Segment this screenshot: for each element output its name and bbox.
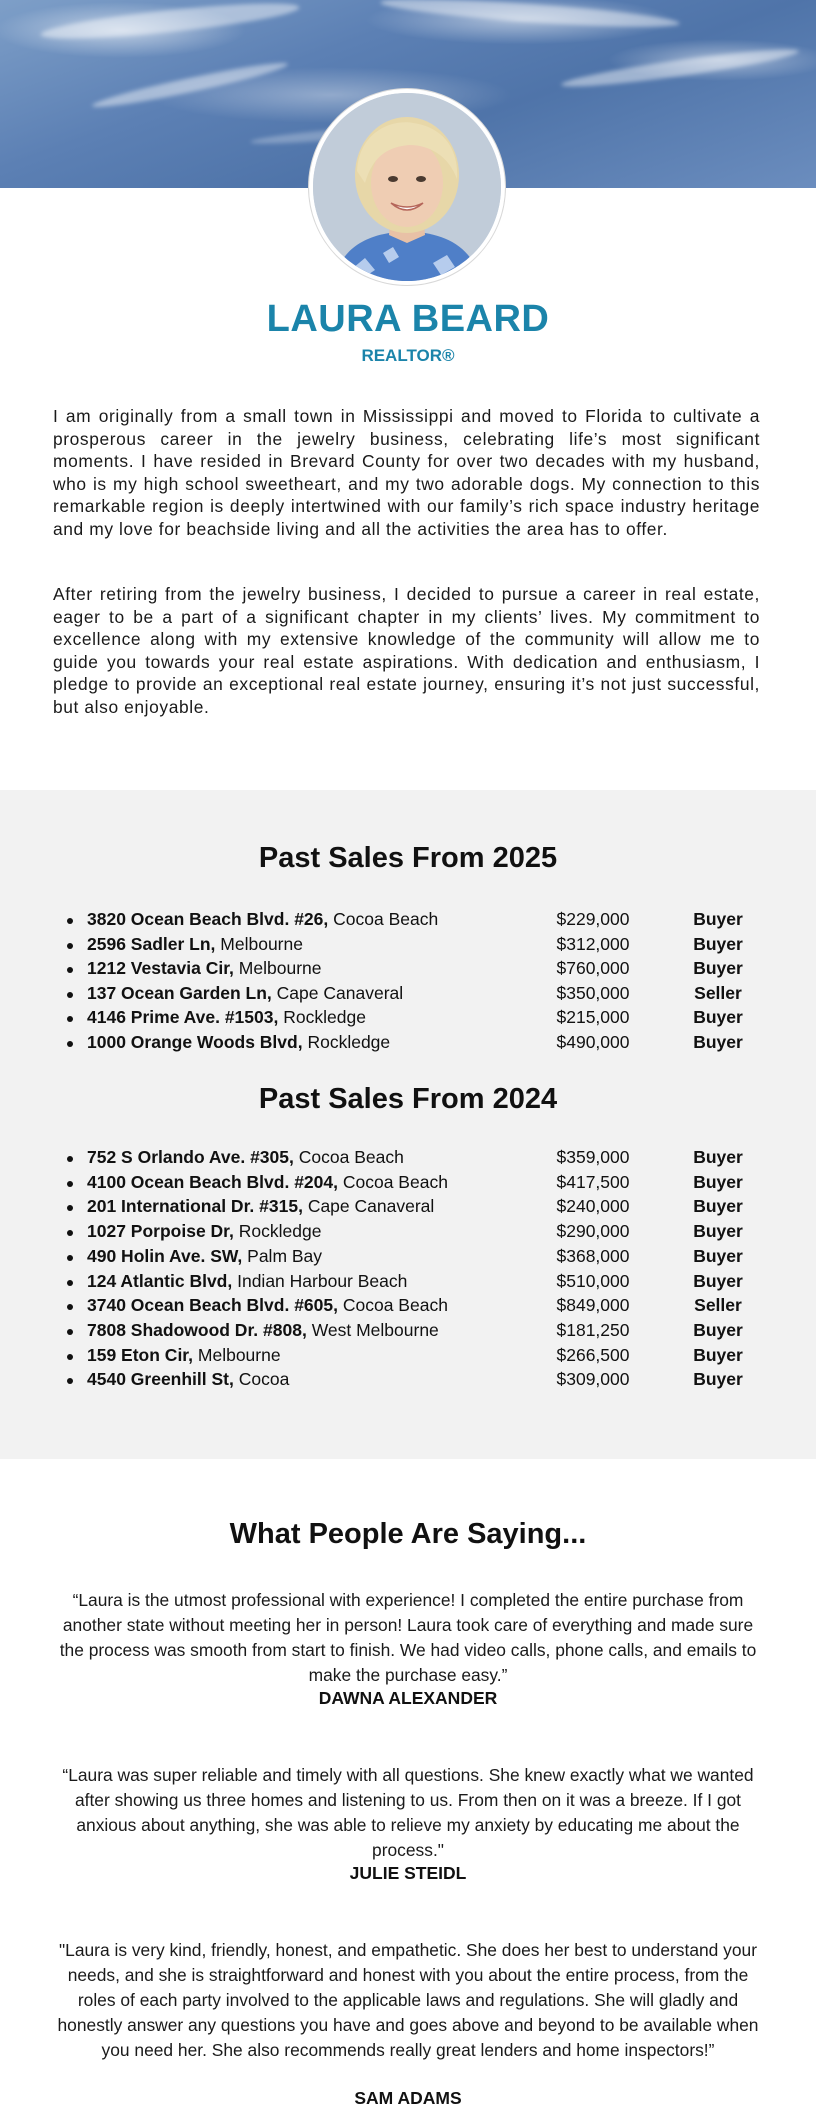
testimonial-quote: "Laura is very kind, friendly, honest, and empathetic. She does her best to understand your needs, and she is straightforward and honest with you about the entire process, from the roles of each party involved to the applicable laws and regulations. She will gladly and honestly answer any questions you have and goes above and beyond to be available when you need her. She also recommends really great lenders and home inspectors!” xyxy=(57,1940,759,2060)
sale-address xyxy=(87,1246,322,1267)
testimonial-author: JULIE STEIDL xyxy=(349,1863,467,1883)
sale-price: $368,000 xyxy=(556,1245,630,1266)
sale-city: Cocoa Beach xyxy=(342,1171,448,1192)
portrait-image xyxy=(313,93,501,281)
bullet-icon xyxy=(67,1016,73,1022)
sale-city: Rockledge xyxy=(238,1221,322,1242)
sale-row xyxy=(0,1295,816,1319)
sale-price: $760,000 xyxy=(556,958,630,979)
sale-price: $312,000 xyxy=(556,933,630,954)
sale-row xyxy=(0,1271,816,1295)
sale-street: 3820 Ocean Beach Blvd. #26, xyxy=(87,909,329,929)
bullet-icon xyxy=(67,1280,73,1286)
sale-price: $490,000 xyxy=(556,1032,630,1052)
sale-city: Indian Harbour Beach xyxy=(237,1270,408,1291)
sale-street: 2596 Sadler Ln, xyxy=(87,933,216,954)
sale-address xyxy=(87,1196,434,1217)
sale-address xyxy=(87,1147,404,1168)
wave-foam xyxy=(40,0,301,46)
sale-price: $240,000 xyxy=(556,1196,630,1217)
sale-row xyxy=(0,958,816,982)
sale-role: Buyer xyxy=(693,1245,743,1266)
sale-row xyxy=(0,1320,816,1344)
sale-city: Cocoa Beach xyxy=(342,1295,448,1316)
sale-row xyxy=(0,1345,816,1369)
sale-row xyxy=(0,1196,816,1220)
sale-city: Cape Canaveral xyxy=(276,982,404,1003)
sale-row xyxy=(0,1007,816,1031)
sale-street: 137 Ocean Garden Ln, xyxy=(87,982,272,1003)
sale-street: 1212 Vestavia Cir, xyxy=(87,958,234,979)
sale-city: Melbourne xyxy=(238,958,322,979)
sale-role: Buyer xyxy=(693,1007,743,1028)
sale-role: Buyer xyxy=(693,1196,743,1217)
bullet-icon xyxy=(67,1354,73,1360)
sale-role: Buyer xyxy=(693,1221,743,1242)
sale-price: $215,000 xyxy=(556,1007,630,1028)
sale-row xyxy=(0,934,816,958)
sale-role: Buyer xyxy=(693,1270,743,1291)
bullet-icon xyxy=(67,1156,73,1162)
sale-address xyxy=(87,958,322,979)
sale-address xyxy=(87,1032,390,1053)
bullet-icon xyxy=(67,967,73,973)
sale-row xyxy=(0,1221,816,1245)
sale-row xyxy=(0,1369,816,1393)
bullet-icon xyxy=(67,1378,73,1384)
sale-city: Melbourne xyxy=(197,1344,281,1365)
sale-street: 124 Atlantic Blvd, xyxy=(87,1270,233,1291)
agent-name: LAURA BEARD xyxy=(266,298,550,340)
sale-city: West Melbourne xyxy=(311,1319,439,1340)
bullet-icon xyxy=(67,1181,73,1187)
sale-price: $510,000 xyxy=(556,1270,630,1291)
sale-city: Cocoa Beach xyxy=(333,909,439,929)
sale-address xyxy=(87,1295,448,1316)
sale-city: Rockledge xyxy=(283,1007,366,1028)
sale-role: Buyer xyxy=(693,1369,743,1390)
sale-address xyxy=(87,1345,281,1366)
sale-address xyxy=(87,1172,448,1193)
testimonials-heading: What People Are Saying... xyxy=(229,1518,587,1550)
testimonial-quote: “Laura was super reliable and timely with all questions. She knew exactly what we wanted after showing us three homes and listening to us. From then on it was a breeze. If I got anxious about anything, she was able to relieve my anxiety by educating me about the process." xyxy=(62,1765,754,1860)
sale-street: 1000 Orange Woods Blvd, xyxy=(87,1032,303,1052)
bullet-icon xyxy=(67,1205,73,1211)
bullet-icon xyxy=(67,918,73,924)
bullet-icon xyxy=(67,1255,73,1261)
sale-price: $229,000 xyxy=(556,909,630,929)
wave-foam xyxy=(560,43,800,92)
sale-row xyxy=(0,909,816,933)
bullet-icon xyxy=(67,1041,73,1047)
sale-street: 3740 Ocean Beach Blvd. #605, xyxy=(87,1295,338,1316)
bullet-icon xyxy=(67,1230,73,1236)
bio-paragraph-1: I am originally from a small town in Mississippi and moved to Florida to cultivate a prosperous career in the jewelry business, celebrating life’s most significant moments. I have resided in Brevard County for over two decades with my husband, who is my high school sweetheart, and my two adorable dogs. My connection to this remarkable region is deeply intertwined with our family’s rich space industry heritage and my love for beachside living and all the activities the area has to offer. xyxy=(53,406,760,539)
sale-street: 159 Eton Cir, xyxy=(87,1344,194,1365)
sale-role: Buyer xyxy=(693,1032,743,1052)
sale-role: Buyer xyxy=(693,1319,743,1340)
agent-title: REALTOR® xyxy=(361,346,455,365)
sale-address xyxy=(87,909,438,930)
sale-street: 4100 Ocean Beach Blvd. #204, xyxy=(87,1171,338,1192)
sale-city: Rockledge xyxy=(307,1032,391,1052)
bullet-icon xyxy=(67,1304,73,1310)
sale-row xyxy=(0,1172,816,1196)
bio-paragraph-2: After retiring from the jewelry business, I decided to pursue a career in real estate, eager to be a part of a significant chapter in my clients’ lives. My commitment to excellence along with my extensive knowledge of the community will allow me to guide you towards your real estate aspirations. With dedication and enthusiasm, I pledge to provide an exceptional real estate journey, ensuring it’s not just successful, but also enjoyable. xyxy=(53,584,760,717)
testimonial-author: SAM ADAMS xyxy=(354,2088,462,2108)
sale-address xyxy=(87,1369,289,1390)
sale-address xyxy=(87,983,403,1004)
bullet-icon xyxy=(67,943,73,949)
bullet-icon xyxy=(67,992,73,998)
sale-street: 1027 Porpoise Dr, xyxy=(87,1221,234,1242)
wave-foam xyxy=(91,57,290,112)
sale-price: $350,000 xyxy=(556,982,630,1003)
sale-role: Seller xyxy=(694,982,742,1003)
sale-price: $849,000 xyxy=(556,1295,630,1316)
sale-address xyxy=(87,1320,439,1341)
sale-price: $359,000 xyxy=(556,1147,630,1167)
sale-street: 4540 Greenhill St, xyxy=(87,1369,234,1390)
sale-address xyxy=(87,934,303,955)
testimonial-quote: “Laura is the utmost professional with experience! I completed the entire purchase from another state without meeting her in person! Laura took care of everything and made sure the process was smooth from start to finish. We had video calls, phone calls, and emails to make the purchase easy.” xyxy=(59,1590,757,1685)
sale-street: 752 S Orlando Ave. #305, xyxy=(87,1147,294,1167)
sale-city: Cocoa Beach xyxy=(298,1147,404,1167)
sale-address xyxy=(87,1221,321,1242)
sales-2025-heading: Past Sales From 2025 xyxy=(258,842,558,874)
sale-city: Melbourne xyxy=(220,933,303,954)
sale-role: Seller xyxy=(694,1295,742,1316)
avatar xyxy=(309,89,505,285)
sale-street: 4146 Prime Ave. #1503, xyxy=(87,1007,279,1028)
sale-role: Buyer xyxy=(693,1344,743,1365)
sale-price: $290,000 xyxy=(556,1221,630,1242)
sale-row xyxy=(0,1032,816,1056)
sale-role: Buyer xyxy=(693,909,743,929)
sale-address xyxy=(87,1271,407,1292)
sale-street: 490 Holin Ave. SW, xyxy=(87,1245,243,1266)
sale-price: $181,250 xyxy=(556,1319,630,1340)
sale-city: Cape Canaveral xyxy=(307,1196,435,1217)
sale-row xyxy=(0,1246,816,1270)
sale-city: Palm Bay xyxy=(247,1245,323,1266)
sale-price: $266,500 xyxy=(556,1344,630,1365)
sale-address xyxy=(87,1007,366,1028)
sale-role: Buyer xyxy=(693,1171,743,1192)
sale-role: Buyer xyxy=(693,1147,743,1167)
wave-foam xyxy=(380,0,681,32)
sales-2024-heading: Past Sales From 2024 xyxy=(258,1083,558,1115)
sale-street: 7808 Shadowood Dr. #808, xyxy=(87,1319,307,1340)
testimonial-author: DAWNA ALEXANDER xyxy=(318,1688,498,1708)
sale-street: 201 International Dr. #315, xyxy=(87,1196,303,1217)
sale-row xyxy=(0,983,816,1007)
sale-role: Buyer xyxy=(693,958,743,979)
sale-price: $309,000 xyxy=(556,1369,630,1390)
sale-city: Cocoa xyxy=(238,1369,290,1390)
sale-row xyxy=(0,1147,816,1171)
bullet-icon xyxy=(67,1329,73,1335)
sale-role: Buyer xyxy=(693,933,743,954)
sale-price: $417,500 xyxy=(556,1171,630,1192)
